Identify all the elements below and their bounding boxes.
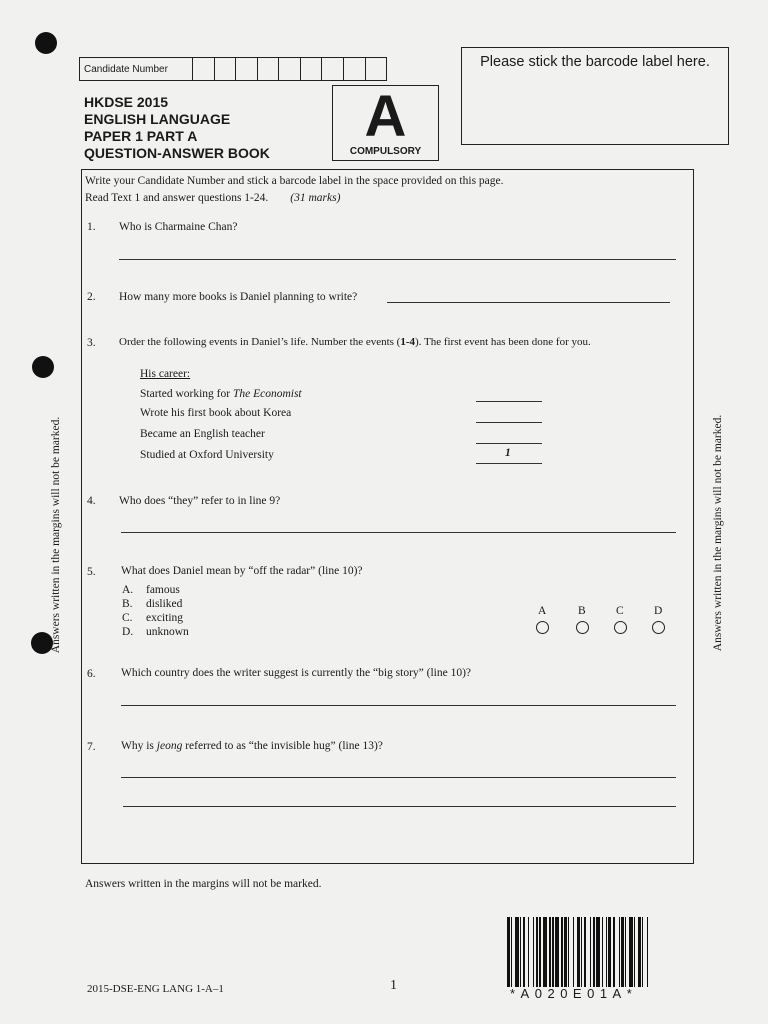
question-text: Which country does the writer suggest is currently the “big story” (line 10)? (121, 667, 472, 679)
candidate-digit-cell[interactable] (215, 58, 237, 80)
exam-title-line: ENGLISH LANGUAGE (84, 111, 231, 127)
candidate-digit-cell[interactable] (279, 58, 301, 80)
question-text (119, 336, 591, 348)
question-text-part: Order the following events in Daniel’s life. Number the events ( (119, 336, 401, 348)
option-text: exciting (146, 612, 184, 624)
exam-title-line: HKDSE 2015 (84, 94, 169, 110)
option-letter: C. (122, 612, 133, 624)
career-heading: His career: (140, 368, 191, 380)
bubble-label: D (654, 605, 663, 617)
section-badge (332, 85, 439, 161)
page-number: 1 (390, 978, 397, 993)
punch-hole-middle (32, 356, 54, 378)
question-text: How many more books is Daniel planning to write? (119, 291, 358, 303)
candidate-digit-cell[interactable] (258, 58, 280, 80)
barcode-text: *A020E01A* (510, 986, 638, 1001)
section-type: COMPULSORY (349, 146, 422, 157)
footer-note: Answers written in the margins will not be marked. (85, 878, 322, 890)
instruction-text: Read Text 1 and answer questions 1-24. (85, 192, 269, 204)
question-number: 2. (87, 291, 96, 303)
answer-line[interactable] (121, 777, 676, 778)
order-answer-line[interactable] (476, 401, 542, 402)
question-text-part: referred to as “the invisible hug” (line 13)? (182, 740, 383, 752)
question-text-bold: 1-4 (400, 336, 416, 348)
question-number: 4. (87, 495, 96, 507)
exam-title-line: PAPER 1 PART A (84, 128, 198, 144)
candidate-digit-cell[interactable] (366, 58, 387, 80)
margin-note-right: Answers written in the margins will not be marked. (712, 414, 724, 652)
answer-line[interactable] (387, 302, 670, 303)
order-answer-line[interactable] (476, 443, 542, 444)
answer-bubble-d[interactable] (652, 621, 665, 634)
question-text: Who is Charmaine Chan? (119, 221, 238, 233)
question-number: 6. (87, 668, 96, 680)
exam-title-line: QUESTION-ANSWER BOOK (84, 145, 270, 161)
margin-note-left: Answers written in the margins will not be marked. (50, 416, 62, 654)
bubble-label: A (538, 605, 547, 617)
career-event-italic: The Economist (232, 388, 302, 400)
bubble-label: C (616, 605, 624, 617)
barcode-label-notice: Please stick the barcode label here. (480, 54, 710, 70)
barcode-label-area (461, 47, 729, 145)
marks-label: (31 marks) (290, 192, 341, 204)
instruction-line (85, 192, 340, 204)
career-event (140, 388, 302, 400)
barcode (507, 917, 729, 987)
question-text: Who does “they” refer to in line 9? (119, 495, 281, 507)
candidate-digit-cell[interactable] (322, 58, 344, 80)
barcode-bar (648, 917, 651, 987)
paper-code: 2015-DSE-ENG LANG 1-A–1 (87, 983, 224, 995)
answer-line[interactable] (121, 532, 676, 533)
question-panel (81, 169, 694, 864)
option-letter: A. (122, 584, 134, 596)
option-letter: B. (122, 598, 133, 610)
section-letter: A (364, 84, 407, 149)
candidate-number-label: Candidate Number (80, 58, 193, 80)
order-answer-line[interactable] (476, 463, 542, 464)
question-text-part: Why is (121, 740, 157, 752)
answer-bubble-b[interactable] (576, 621, 589, 634)
career-event-text: Started working for (140, 388, 233, 400)
question-text-part: ). The first event has been done for you. (415, 336, 591, 348)
career-event: Studied at Oxford University (140, 449, 274, 461)
question-number: 1. (87, 221, 96, 233)
career-event: Became an English teacher (140, 428, 265, 440)
bubble-label: B (578, 605, 586, 617)
answer-bubble-a[interactable] (536, 621, 549, 634)
exam-title (84, 94, 270, 162)
order-answer-line[interactable] (476, 422, 542, 423)
instruction-line: Write your Candidate Number and stick a barcode label in the space provided on this page. (85, 175, 504, 187)
order-answer-given: 1 (505, 447, 511, 459)
option-text: disliked (146, 598, 183, 610)
question-number: 7. (87, 741, 96, 753)
answer-line[interactable] (123, 806, 676, 807)
option-text: famous (146, 584, 180, 596)
question-text-italic: jeong (156, 740, 183, 752)
answer-bubble-c[interactable] (614, 621, 627, 634)
option-letter: D. (122, 626, 134, 638)
candidate-digit-cell[interactable] (301, 58, 323, 80)
candidate-digit-cell[interactable] (236, 58, 258, 80)
punch-hole-top (35, 32, 57, 54)
answer-line[interactable] (119, 259, 676, 260)
question-text: What does Daniel mean by “off the radar” (line 10)? (121, 565, 363, 577)
candidate-digit-cell[interactable] (193, 58, 215, 80)
candidate-number-field[interactable] (79, 57, 387, 81)
question-text (121, 740, 383, 752)
question-number: 5. (87, 566, 96, 578)
answer-line[interactable] (121, 705, 676, 706)
question-number: 3. (87, 337, 96, 349)
career-event: Wrote his first book about Korea (140, 407, 292, 419)
candidate-digit-cell[interactable] (344, 58, 366, 80)
option-text: unknown (146, 626, 189, 638)
